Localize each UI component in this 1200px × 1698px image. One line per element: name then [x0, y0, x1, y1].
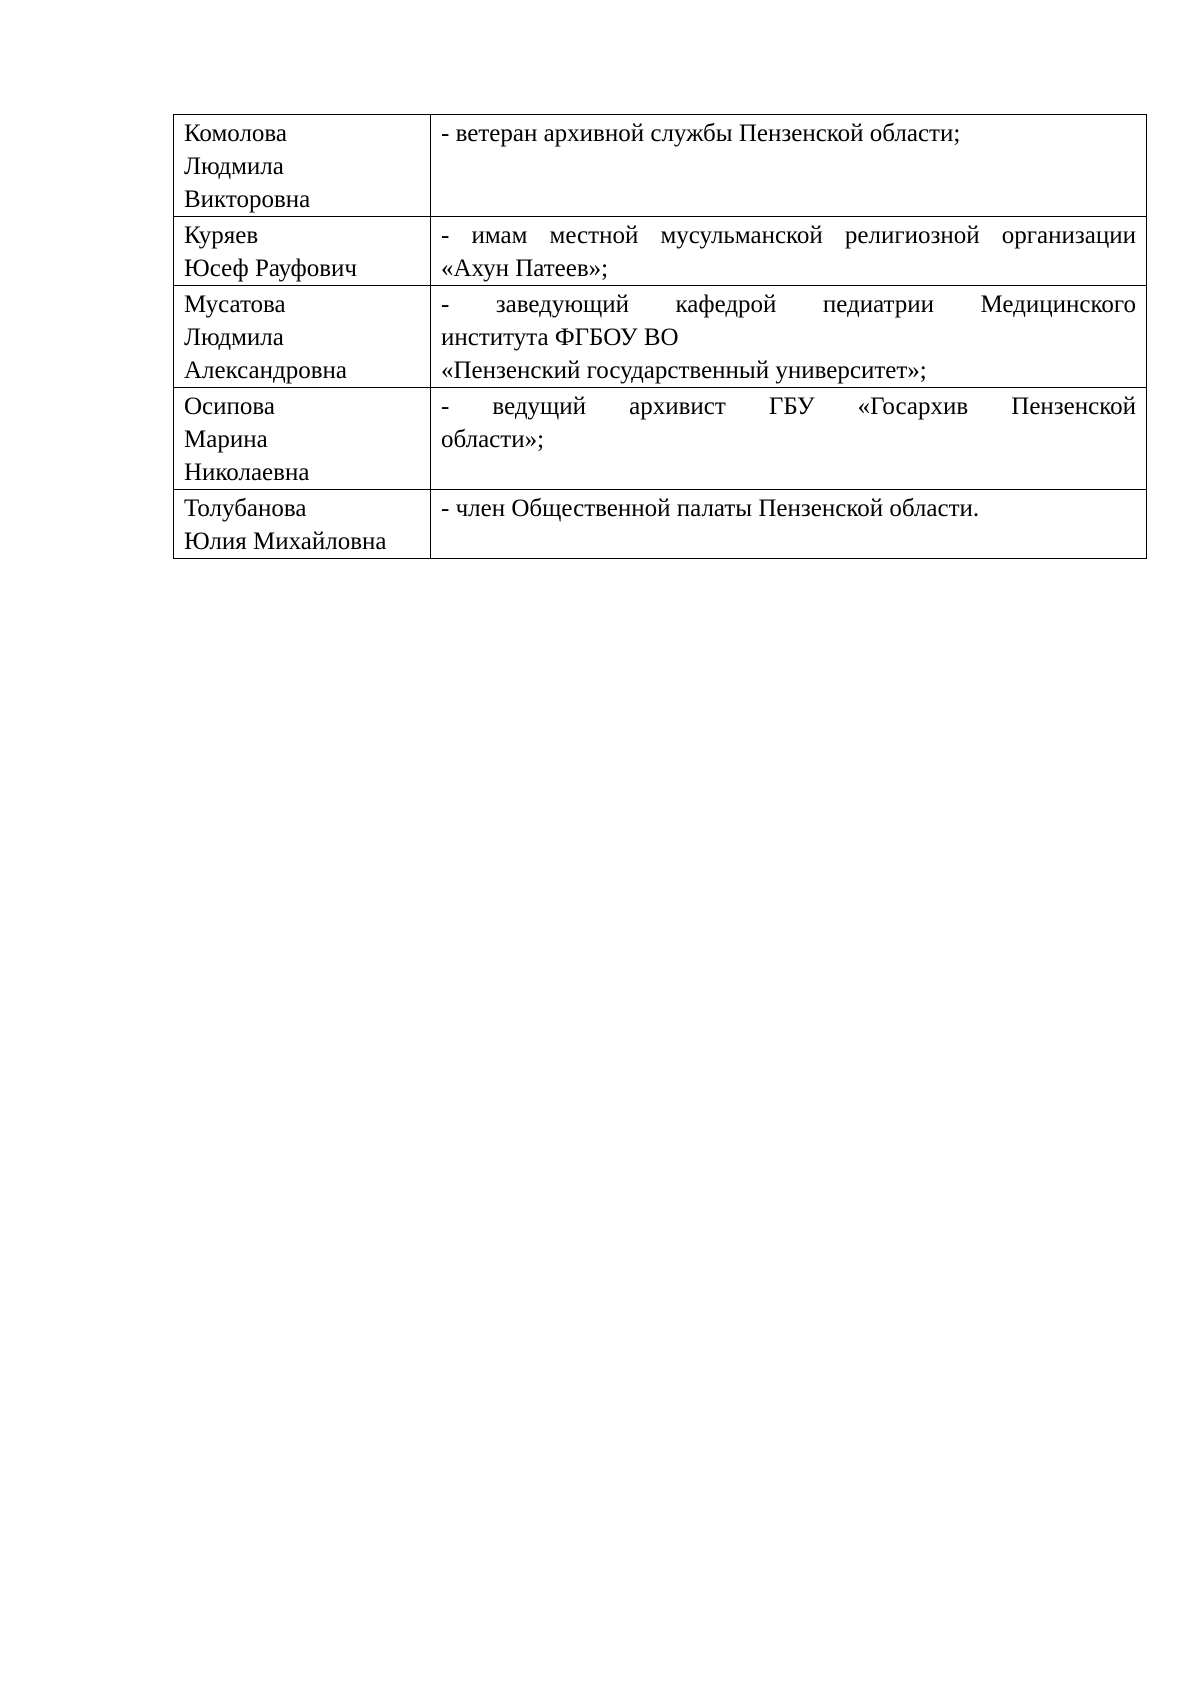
member-role-cell: [431, 490, 1147, 559]
member-role-line: «Пензенский государственный университет»;: [441, 357, 927, 384]
member-role-line: - ведущий архивист ГБУ «Госархив Пензенской: [441, 393, 1136, 420]
member-name-line: Куряев: [184, 222, 259, 249]
table-row: [174, 217, 1147, 286]
members-table: [173, 114, 1147, 559]
member-name-line: Толубанова: [184, 495, 307, 522]
member-role-cell: [431, 388, 1147, 490]
member-role-line: области»;: [441, 426, 545, 453]
table-row: [174, 388, 1147, 490]
member-role-line: «Ахун Патеев»;: [441, 255, 609, 282]
member-role-line: - ветеран архивной службы Пензенской области;: [441, 120, 961, 147]
member-name-line: Людмила: [184, 324, 284, 351]
member-name-cell: [174, 490, 431, 559]
table-row: [174, 490, 1147, 559]
member-name-line: Осипова: [184, 393, 275, 420]
member-name-line: Николаевна: [184, 459, 310, 486]
member-name-cell: [174, 115, 431, 217]
table-row: [174, 286, 1147, 388]
member-role-line: - заведующий кафедрой педиатрии Медицинского: [441, 291, 1136, 318]
member-role-line: института ФГБОУ ВО: [441, 324, 679, 351]
member-name-line: Юлия Михайловна: [184, 528, 387, 555]
member-name-cell: [174, 286, 431, 388]
member-name-cell: [174, 388, 431, 490]
member-name-line: Мусатова: [184, 291, 286, 318]
member-name-line: Людмила: [184, 153, 284, 180]
member-role-cell: [431, 115, 1147, 217]
member-name-line: Марина: [184, 426, 268, 453]
member-name-line: Викторовна: [184, 186, 311, 213]
member-role-cell: [431, 286, 1147, 388]
member-role-line: - член Общественной палаты Пензенской области.: [441, 495, 980, 522]
member-name-cell: [174, 217, 431, 286]
member-role-cell: [431, 217, 1147, 286]
member-name-line: Комолова: [184, 120, 287, 147]
member-name-line: Юсеф Рауфович: [184, 255, 358, 282]
member-role-line: - имам местной мусульманской религиозной организации: [441, 222, 1136, 249]
member-name-line: Александровна: [184, 357, 348, 384]
table-row: [174, 115, 1147, 217]
